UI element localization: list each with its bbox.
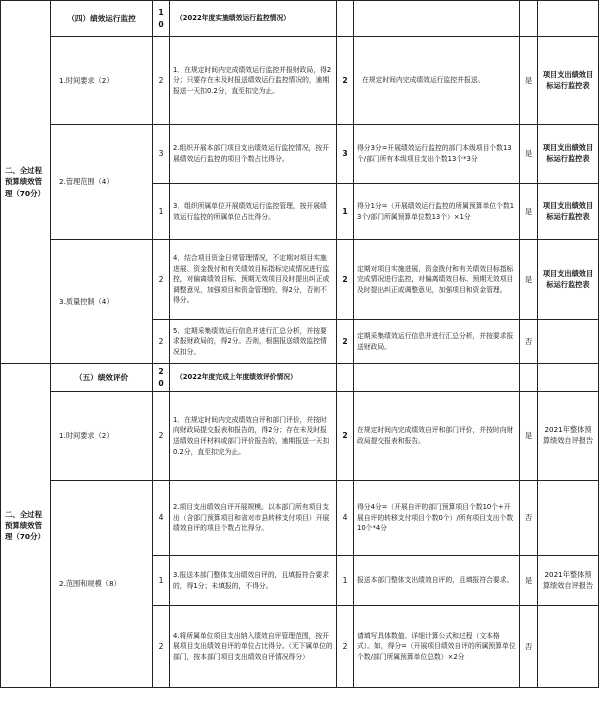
remark-cell: 项目支出绩效目标运行监控表: [538, 125, 599, 184]
empty-cell: [520, 364, 538, 392]
finding-text: 请填写具体数值、详细计算公式和过程（文本格式）。如，得分=（开展项目绩效自评的所属预算单位个数/部门所属预算单位总数）×2分: [354, 606, 520, 688]
max-score: 2: [153, 606, 170, 688]
remark-cell: 项目支出绩效目标运行监控表: [538, 184, 599, 240]
finding-text: 报送本部门整体支出绩效自评的，且填报符合要求。: [354, 556, 520, 606]
criterion-text: 2.项目支出绩效自评开展规模。以本部门所有项目支出（含部门预算项目和省对市县转移支付项目）开展绩效自评的项目个数占比得分。: [170, 481, 337, 556]
flag-cell: 是: [520, 240, 538, 320]
level1-category: 二、全过程预算绩效管理（70分）: [1, 1, 51, 364]
remark-cell: [538, 481, 599, 556]
flag-cell: 是: [520, 392, 538, 481]
empty-cell: [520, 1, 538, 37]
max-score: 2: [153, 240, 170, 320]
max-score: 2: [153, 392, 170, 481]
remark-cell: [538, 320, 599, 364]
finding-text: 定期对项目实施进展、资金拨付和有关绩效目标指标完成情况进行监控，对偏离绩效目标、预期无效项目及时提出纠正或调整意见，加强项目和资金管理。: [354, 240, 520, 320]
criterion-text: 1．在规定时间内完成绩效自评和部门评价，并按时向财政局提交报表和报告的，得2分；存在未及时报送绩效自评材料或部门评价报告的，逾期报送一天扣0.2分，直至扣完为止。: [170, 392, 337, 481]
empty-cell: [538, 364, 599, 392]
flag-cell: 是: [520, 125, 538, 184]
actual-score: 1: [337, 556, 354, 606]
actual-score: 2: [337, 240, 354, 320]
empty-cell: [354, 364, 520, 392]
table-row: [1, 240, 599, 320]
remark-cell: 项目支出绩效目标运行监控表: [538, 240, 599, 320]
empty-cell: [337, 364, 354, 392]
finding-text: 得分1分=（开展绩效运行监控的所属预算单位个数13个/部门所属预算单位数13个）×1分: [354, 184, 520, 240]
finding-text: 得分3分=开展绩效运行监控的部门本级项目个数13个/部门所有本级项目支出个数13个*3分: [354, 125, 520, 184]
actual-score: 2: [337, 37, 354, 125]
flag-cell: 否: [520, 320, 538, 364]
flag-cell: 否: [520, 606, 538, 688]
remark-cell: 2021年整体预算绩效自评报告: [538, 556, 599, 606]
max-score: 4: [153, 481, 170, 556]
actual-score: 2: [337, 392, 354, 481]
section-subtitle: （2022年度实施绩效运行监控情况）: [170, 1, 337, 37]
actual-score: 2: [337, 320, 354, 364]
indicator-label: 3.质量控制（4）: [51, 240, 153, 364]
actual-score: 3: [337, 125, 354, 184]
table-row: [1, 125, 599, 184]
indicator-label: 1.时间要求（2）: [51, 392, 153, 481]
flag-cell: 是: [520, 556, 538, 606]
criterion-text: 4．结合项目资金日常管理情况，不定期对项目实施进展、资金拨付和有关绩效目标指标完成情况进行监控，对偏离绩效目标、预期无效项目及时提出纠正或调整意见，加强项目和资金管理的，得2分，否则不得分。: [170, 240, 337, 320]
max-score: 1: [153, 184, 170, 240]
criterion-text: 5．定期采集绩效运行信息并进行汇总分析，并按要求报财政局的，得2分。否则，根据报送绩效监控情况扣分。: [170, 320, 337, 364]
max-score: 2: [153, 320, 170, 364]
empty-cell: [337, 1, 354, 37]
section-header-row: [1, 364, 599, 392]
finding-text: 定期采集绩效运行信息并进行汇总分析，并按要求报送财政局。: [354, 320, 520, 364]
level1-category: 二、全过程预算绩效管理（70分）: [1, 364, 51, 688]
empty-cell: [538, 1, 599, 37]
section-title: （四）绩效运行监控: [51, 1, 153, 37]
actual-score: 4: [337, 481, 354, 556]
max-score: 2: [153, 37, 170, 125]
criterion-text: 4.将所属单位项目支出纳入绩效自评管理范围，按开展项目支出绩效自评的单位占比得分。（无下属单位的部门，按本部门项目支出绩效自评情况得分）: [170, 606, 337, 688]
flag-cell: 否: [520, 481, 538, 556]
empty-cell: [354, 1, 520, 37]
criterion-text: 1．在规定时间内完成绩效运行监控并报财政局，得2分；只要存在未及时报送绩效运行监控情况的，逾期报送一天扣0.2分，直至扣完为止。: [170, 37, 337, 125]
flag-cell: 是: [520, 37, 538, 125]
indicator-label: 1.时间要求（2）: [51, 37, 153, 125]
finding-text: 在规定时间内完成绩效运行监控并报送。: [354, 37, 520, 125]
table-row: [1, 481, 599, 556]
max-score: 1: [153, 556, 170, 606]
indicator-label: 2.管理范围（4）: [51, 125, 153, 240]
remark-cell: 2021年整体预算绩效自评报告: [538, 392, 599, 481]
section-score: 20: [153, 364, 170, 392]
criterion-text: 2.组织开展本部门项目支出绩效运行监控情况，按开展绩效运行监控的项目个数占比得分。: [170, 125, 337, 184]
remark-cell: [538, 606, 599, 688]
actual-score: 1: [337, 184, 354, 240]
indicator-label: 2.范围和规模（8）: [51, 481, 153, 688]
actual-score: 2: [337, 606, 354, 688]
finding-text: 得分4分=（开展自评的部门预算项目个数10个+开展自评的转移支付项目个数0个）/所有项目支出个数10个*4分: [354, 481, 520, 556]
criterion-text: 3.报送本部门整体支出绩效自评的，且填报符合要求的，得1分；未填报的，不得分。: [170, 556, 337, 606]
table-row: [1, 37, 599, 125]
max-score: 3: [153, 125, 170, 184]
section-subtitle: （2022年度完成上年度绩效评价情况）: [170, 364, 337, 392]
remark-cell: 项目支出绩效目标运行监控表: [538, 37, 599, 125]
criterion-text: 3．组织所属单位开展绩效运行监控管理，按开展绩效运行监控的所属单位占比得分。: [170, 184, 337, 240]
finding-text: 在规定时间内完成绩效自评和部门评价，并按时向财政局提交报表和报告。: [354, 392, 520, 481]
section-header-row: [1, 1, 599, 37]
table-row: [1, 392, 599, 481]
section-score: 10: [153, 1, 170, 37]
section-title: （五）绩效评价: [51, 364, 153, 392]
flag-cell: 是: [520, 184, 538, 240]
